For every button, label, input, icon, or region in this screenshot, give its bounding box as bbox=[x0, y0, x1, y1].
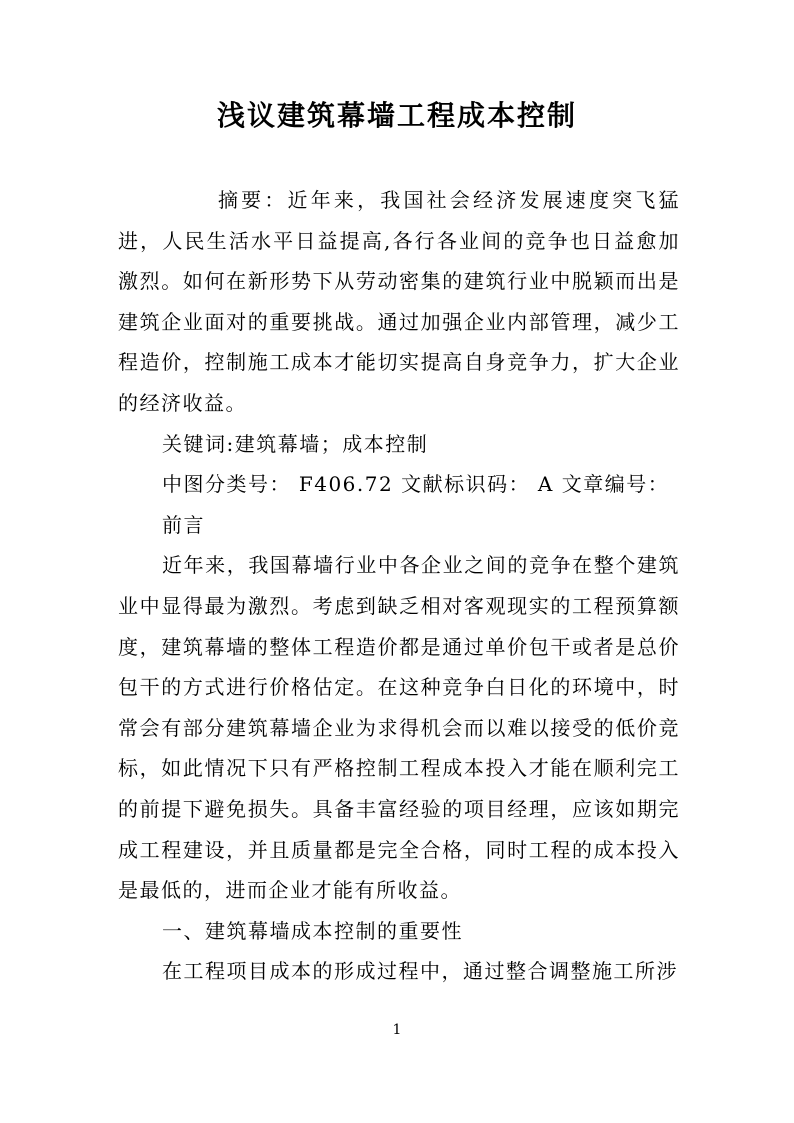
document-body bbox=[118, 180, 680, 992]
classification-line: 中图分类号： F406.72 文献标识码： A 文章编号： bbox=[162, 472, 670, 497]
page-number: 1 bbox=[392, 1022, 402, 1038]
preface-heading: 前言 bbox=[162, 512, 205, 537]
page-title: 浅议建筑幕墙工程成本控制 bbox=[216, 99, 577, 132]
keywords-line: 关键词:建筑幕墙；成本控制 bbox=[162, 431, 429, 456]
section1-paragraph: 在工程项目成本的形成过程中，通过整合调整施工所涉 bbox=[162, 959, 678, 984]
preface-paragraph: 近年来，我国幕墙行业中各企业之间的竞争在整个建筑业中显得最为激烈。考虑到缺乏相对客观现实的工程预算额度，建筑幕墙的整体工程造价都是通过单价包干或者是总价包干的方式进行价格估定。在这种竞争白日化的环境中，时常会有部分建筑幕墙企业为求得机会而以难以接受的低价竞标，如此情况下只有严格控制工程成本投入才能在顺利完工的前提下避免损失。具备丰富经验的项目经理，应该如期完成工程建设，并且质量都是完全合格，同时工程的成本投入是最低的，进而企业才能有所收益。 bbox=[118, 553, 680, 903]
abstract-paragraph: 摘要：近年来，我国社会经济发展速度突飞猛进，人民生活水平日益提高,各行各业间的竞争也日益愈加激烈。如何在新形势下从劳动密集的建筑行业中脱颖而出是建筑企业面对的重要挑战。通过加强企业内部管理，减少工程造价，控制施工成本才能切实提高自身竞争力，扩大企业的经济收益。 bbox=[118, 188, 680, 415]
section1-heading: 一、建筑幕墙成本控制的重要性 bbox=[162, 918, 463, 943]
